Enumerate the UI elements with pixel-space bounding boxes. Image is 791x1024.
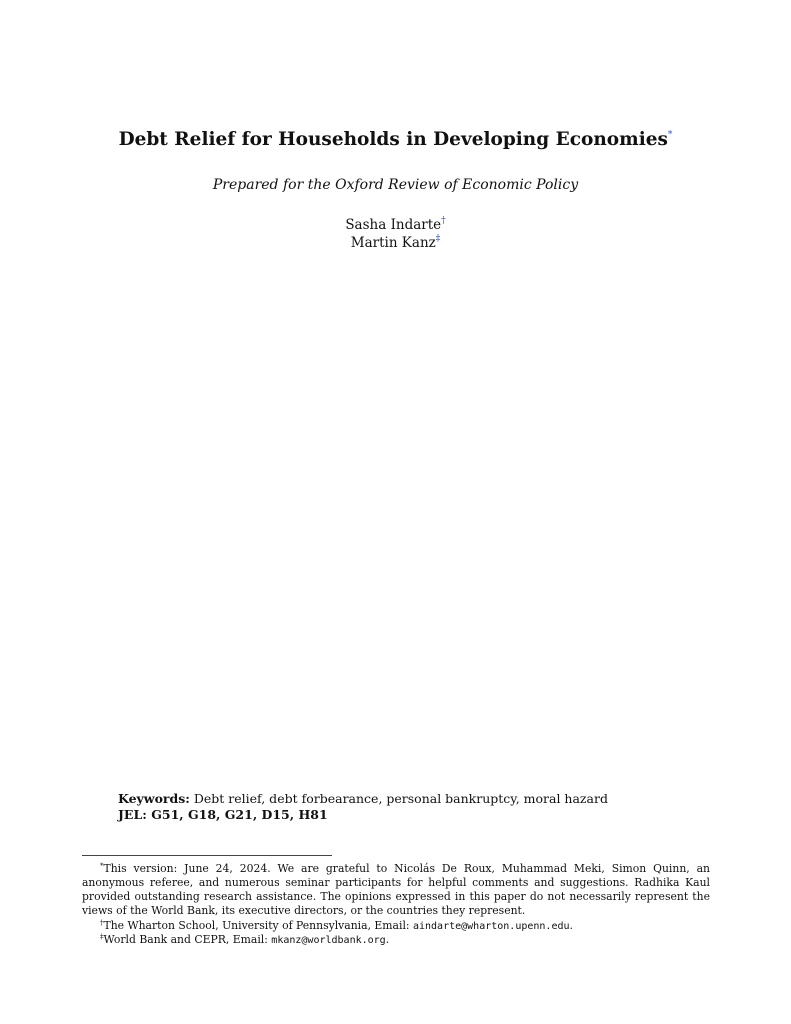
footnote-3-text: World Bank and CEPR, Email: bbox=[103, 933, 272, 946]
author-1-footnote-mark[interactable]: † bbox=[441, 216, 446, 226]
footnote-1 bbox=[82, 859, 710, 918]
keywords-line bbox=[118, 791, 608, 806]
footnote-2-text: The Wharton School, University of Pennsylvania, Email: bbox=[103, 919, 413, 932]
footnote-2-end: . bbox=[569, 919, 573, 932]
keywords-label: Keywords: bbox=[118, 791, 190, 806]
footnote-3-mark: ‡ bbox=[100, 933, 104, 941]
footnote-1-mark: * bbox=[100, 862, 104, 870]
author-1-name: Sasha Indarte bbox=[345, 217, 442, 233]
footnote-3 bbox=[82, 930, 710, 948]
footnote-2-mark: † bbox=[100, 919, 104, 927]
author-2 bbox=[0, 234, 791, 251]
footnote-3-end: . bbox=[385, 933, 390, 946]
footnote-3-email[interactable]: mkanz@worldbank.org bbox=[271, 935, 386, 946]
keywords-text: Debt relief, debt forbearance, personal bankruptcy, moral hazard bbox=[193, 791, 608, 806]
paper-subtitle: Prepared for the Oxford Review of Economic Policy bbox=[212, 177, 579, 193]
title-text: Debt Relief for Households in Developing Economies bbox=[118, 129, 668, 150]
jel-codes: JEL: G51, G18, G21, D15, H81 bbox=[118, 807, 328, 822]
author-2-name: Martin Kanz bbox=[350, 235, 436, 251]
author-2-footnote-mark[interactable]: ‡ bbox=[435, 234, 441, 244]
paper-title bbox=[0, 129, 791, 150]
footnote-2-email[interactable]: aindarte@wharton.upenn.edu bbox=[412, 921, 570, 932]
author-1 bbox=[0, 216, 791, 233]
title-footnote-mark[interactable]: * bbox=[667, 130, 673, 140]
footnote-rule bbox=[82, 855, 332, 856]
footnote-1-text: This version: June 24, 2024. We are grateful to Nicolás De Roux, Muhammad Meki, Simon Quinn, an anonymous referee, and numerous seminar participants for helpful comments and suggestions. Radhika Kaul provided outstanding research assistance. The opinions expressed in this paper do not necessarily represent the views of the World Bank, its executive directors, or the countries they represent. bbox=[82, 862, 710, 917]
